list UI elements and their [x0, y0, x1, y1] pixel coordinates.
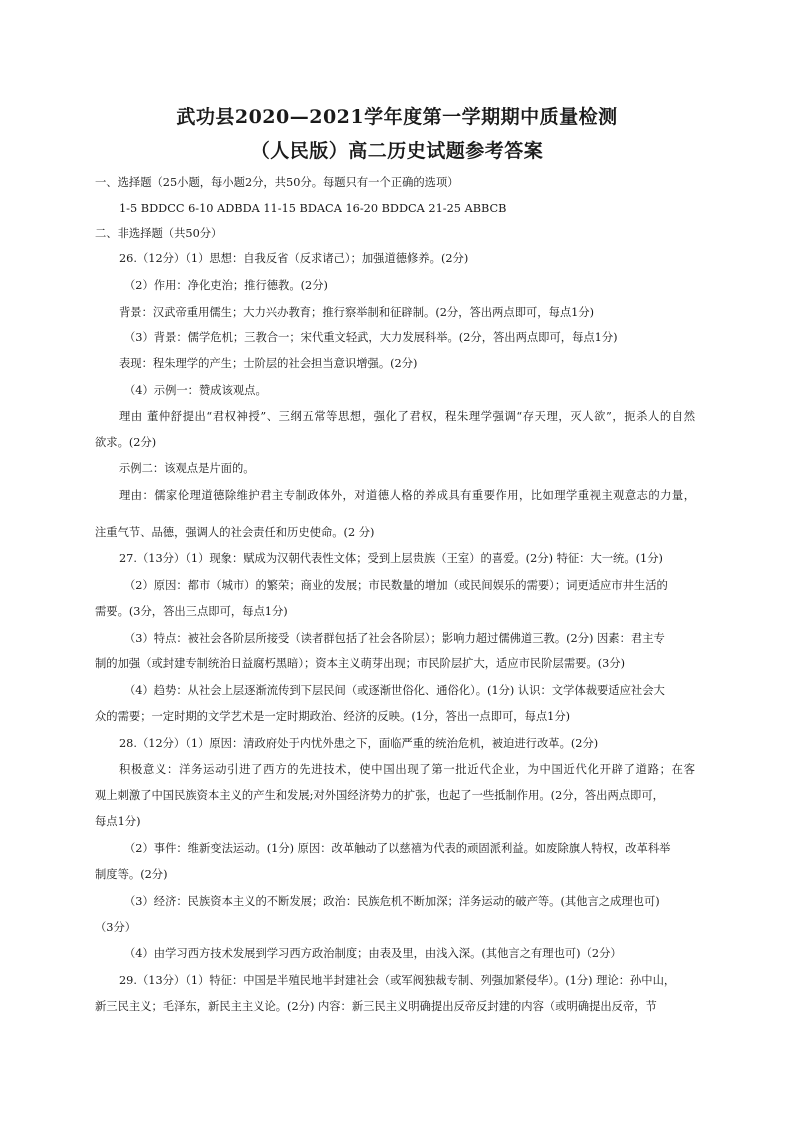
text-line: （3）背景：儒学危机；三教合一；宋代重文轻武，大力发展科举。(2分，答出两点即可，每点1分)	[124, 331, 618, 344]
text-line: 理由：儒家伦理道德除维护君主专制政体外，对道德人格的养成具有重要作用，比如理学重视主观意志的力量，	[119, 489, 695, 502]
text-line: （3）特点：被社会各阶层所接受（读者群包括了社会各阶层）；影响力超过儒佛道三教。(2分) 因素：君主专	[124, 632, 665, 645]
text-line: 注重气节、品德，强调人的社会责任和历史使命。(2 分)	[95, 526, 375, 539]
text-line: （4）由学习西方技术发展到学习西方政治制度；由表及里，由浅入深。(其他言之有理也可)（2分）	[124, 947, 622, 960]
text-line: （2）原因：都市（城市）的繁荣；商业的发展；市民数量的增加（或民间娱乐的需要）；词更适应市井生活的	[124, 579, 668, 592]
text-line: 每点1分)	[95, 815, 141, 828]
text-line: 积极意义：洋务运动引进了西方的先进技术，使中国出现了第一批近代企业，为中国近代化开辟了道路；在客	[119, 763, 695, 776]
text-line: 新三民主义；毛泽东，新民主主义论。(2分) 内容：新三民主义明确提出反帝反封建的内容（或明确提出反帝，节	[95, 1000, 657, 1013]
section-heading: 一、选择题（25小题，每小题2分，共50分。每题只有一个正确的选项）	[95, 176, 459, 189]
text-line: 众的需要；一定时期的文学艺术是一定时期政治、经济的反映。(1分，答出一点即可，每点1分)	[95, 710, 571, 723]
text-line: （3分）	[95, 921, 137, 934]
text-line: 理由 董仲舒提出“君权神授”、三纲五常等思想，强化了君权，程朱理学强调“存天理，灭人欲”，扼杀人的自然	[119, 410, 695, 423]
text-line: 欲求。(2分)	[95, 436, 157, 449]
text-line: 观上刺激了中国民族资本主义的产生和发展;对外国经济势力的扩张，也起了一些抵制作用。(2分，答出两点即可，	[95, 789, 664, 802]
answer-key-line: 1-5 BDDCC 6-10 ADBDA 11-15 BDACA 16-20 BDDCA 21-25 ABBCB	[119, 202, 507, 215]
text-line: 需要。(3分，答出三点即可，每点1分)	[95, 605, 288, 618]
text-line: （4）示例一：赞成该观点。	[124, 384, 267, 397]
text-line: 背景：汉武帝重用儒生；大力兴办教育；推行察举制和征辟制。(2分，答出两点即可，每点1分)	[119, 306, 595, 319]
section-heading: 二、非选择题（共50分）	[95, 227, 223, 240]
text-line: （4）趋势：从社会上层逐渐流传到下层民间（或逐渐世俗化、通俗化）。(1分) 认识：文学体裁要适应社会大	[124, 684, 665, 697]
text-line: 示例二：该观点是片面的。	[119, 462, 255, 475]
text-line: （3）经济：民族资本主义的不断发展；政治：民族危机不断加深；洋务运动的破产等。(其他言之成理也可)	[124, 895, 660, 908]
text-line: 26.（12分）（1）思想：自我反省（反求诸己）；加强道德修养。(2分)	[119, 252, 469, 265]
text-line: （2）事件：维新变法运动。(1分) 原因：改革触动了以慈禧为代表的顽固派利益。如废除旗人特权，改革科举	[124, 842, 671, 855]
text-line: 29.（13分）（1）特征：中国是半殖民地半封建社会（或军阀独裁专制、列强加紧侵华）。(1分) 理论：孙中山，	[119, 974, 676, 987]
text-line: 制的加强（或封建专制统治日益腐朽黑暗）；资本主义萌芽出现；市民阶层扩大，适应市民阶层需要。(3分)	[95, 657, 626, 670]
text-line: 表现：程朱理学的产生；士阶层的社会担当意识增强。(2分)	[119, 357, 418, 370]
text-line: 27.（13分）（1）现象：赋成为汉朝代表性文体；受到上层贵族（王室）的喜爱。(2分) 特征：大一统。(1分)	[119, 552, 663, 565]
document-title: 武功县2020—2021学年度第一学期期中质量检测	[176, 106, 618, 128]
text-line: 28.（12分）（1）原因：清政府处于内忧外患之下，面临严重的统治危机，被迫进行改革。(2分)	[119, 737, 599, 750]
document-subtitle: （人民版）高二历史试题参考答案	[250, 140, 544, 162]
text-line: 制度等。(2分)	[95, 868, 168, 881]
text-line: （2）作用：净化吏治；推行德教。(2分)	[124, 279, 328, 292]
